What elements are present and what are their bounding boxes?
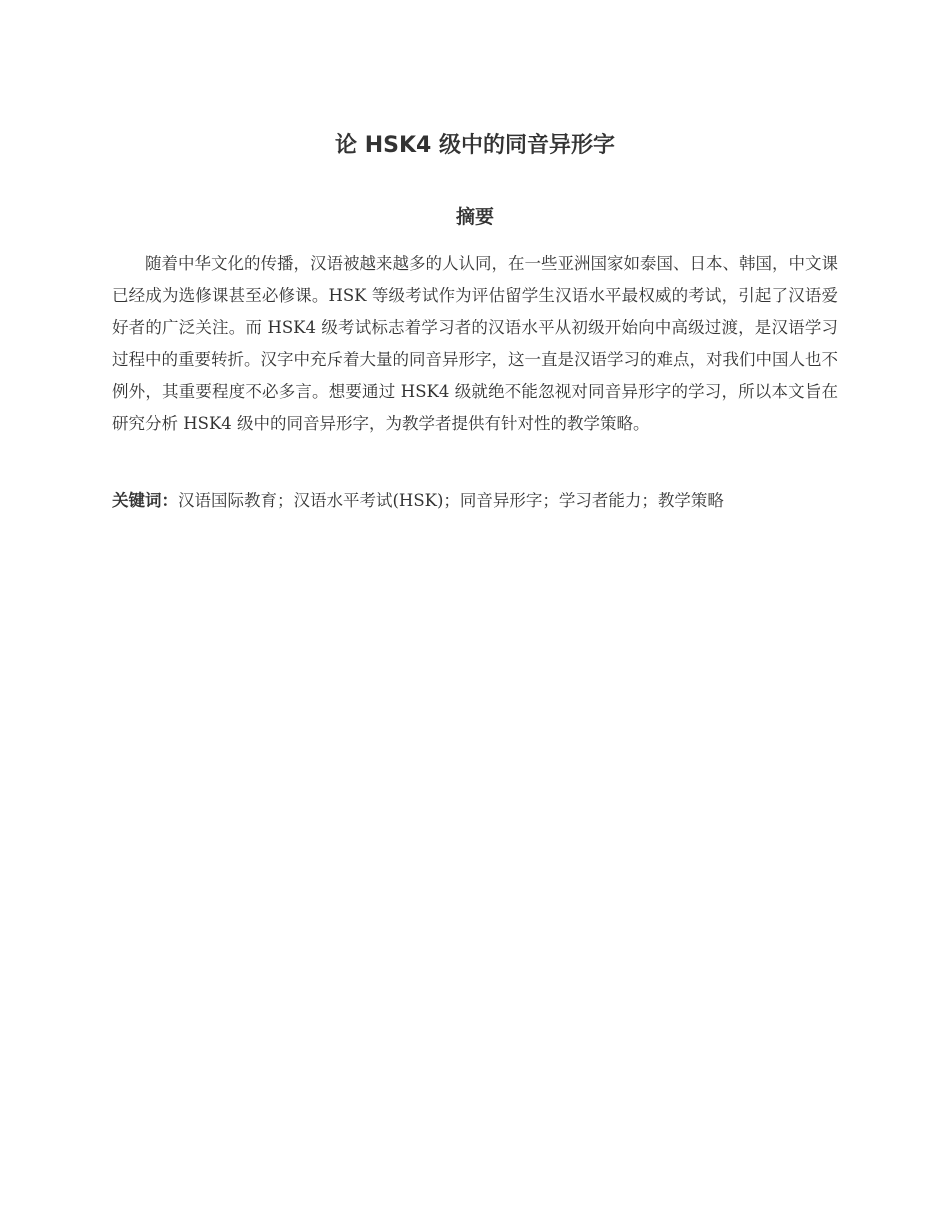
keywords-line: [112, 485, 838, 517]
abstract-paragraph: 随着中华文化的传播，汉语被越来越多的人认同，在一些亚洲国家如泰国、日本、韩国，中文课已经成为选修课甚至必修课。HSK 等级考试作为评估留学生汉语水平最权威的考试，引起了汉语爱好者的广泛关注。而 HSK4 级考试标志着学习者的汉语水平从初级开始向中高级过渡，是汉语学习过程中的重要转折。汉字中充斥着大量的同音异形字，这一直是汉语学习的难点，对我们中国人也不例外，其重要程度不必多言。想要通过 HSK4 级就绝不能忽视对同音异形字的学习，所以本文旨在研究分析 HSK4 级中的同音异形字，为教学者提供有针对性的教学策略。: [112, 254, 838, 433]
keywords-label: 关键词：: [112, 491, 178, 510]
keywords-text: 汉语国际教育；汉语水平考试(HSK)；同音异形字；学习者能力；教学策略: [178, 491, 724, 510]
paper-title: 论 HSK4 级中的同音异形字: [335, 133, 615, 158]
abstract-heading: 摘要: [455, 206, 494, 228]
